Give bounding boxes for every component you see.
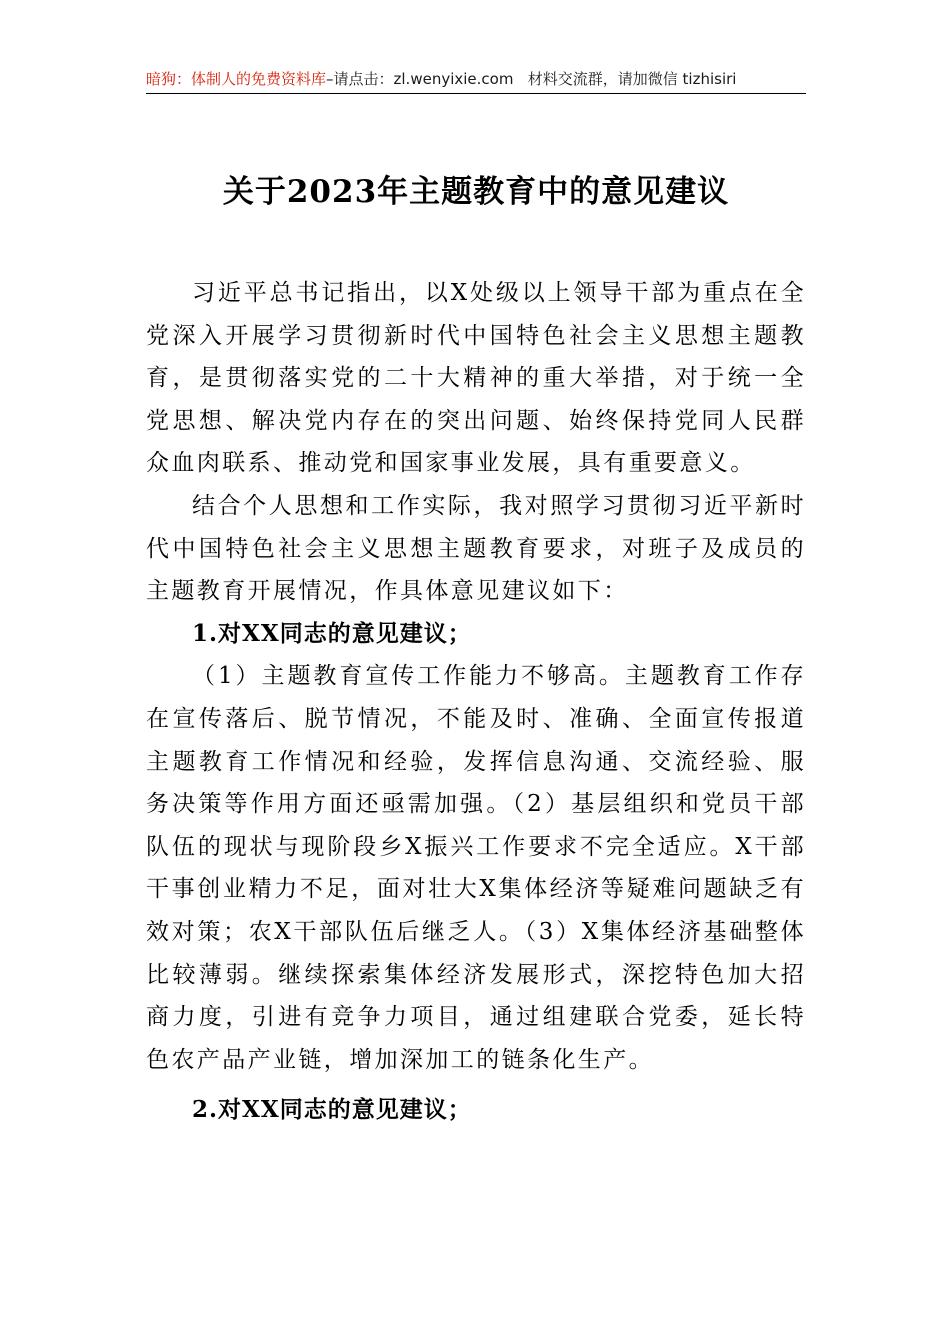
section-heading-2: 2.对XX同志的意见建议；	[192, 1096, 472, 1124]
paragraph-section-1: （1）主题教育宣传工作能力不够高。主题教育工作存在宣传落后、脱节情况，不能及时、准确、全面宣传报道主题教育工作情况和经验，发挥信息沟通、交流经验、服务决策等作用方面还亟需加强。（2）基层组织和党员干部队伍的现状与现阶段乡X振兴工作要求不完全适应。X干部干事创业精力不足，面对壮大X集体经济等疑难问题缺乏有效对策；农X干部队伍后继乏人。（3）X集体经济基础整体比较薄弱。继续探索集体经济发展形式，深挖特色加大招商力度，引进有竞争力项目，通过组建联合党委，延长特色农产品产业链，增加深加工的链条化生产。	[146, 663, 806, 1073]
section-heading-1: 1.对XX同志的意见建议；	[192, 619, 472, 647]
header-wechat-text: 材料交流群，请加微信 tizhisiri	[527, 70, 737, 88]
header-promo-text: 暗狗：体制人的免费资料库	[146, 70, 327, 88]
document-title: 关于2023年主题教育中的意见建议	[222, 174, 730, 210]
header-promo-link[interactable]: –请点击：zl.wenyixie.com	[326, 70, 514, 88]
document-body	[146, 272, 806, 1132]
header-divider	[146, 93, 806, 94]
page-header	[146, 68, 806, 96]
paragraph-intro: 习近平总书记指出，以X处级以上领导干部为重点在全党深入开展学习贯彻新时代中国特色社会主义思想主题教育，是贯彻落实党的二十大精神的重大举措，对于统一全党思想、解决党内存在的突出问题、始终保持党同人民群众血肉联系、推动党和国家事业发展，具有重要意义。	[146, 280, 806, 477]
paragraph-context: 结合个人思想和工作实际，我对照学习贯彻习近平新时代中国特色社会主义思想主题教育要求，对班子及成员的主题教育开展情况，作具体意见建议如下：	[146, 492, 806, 605]
